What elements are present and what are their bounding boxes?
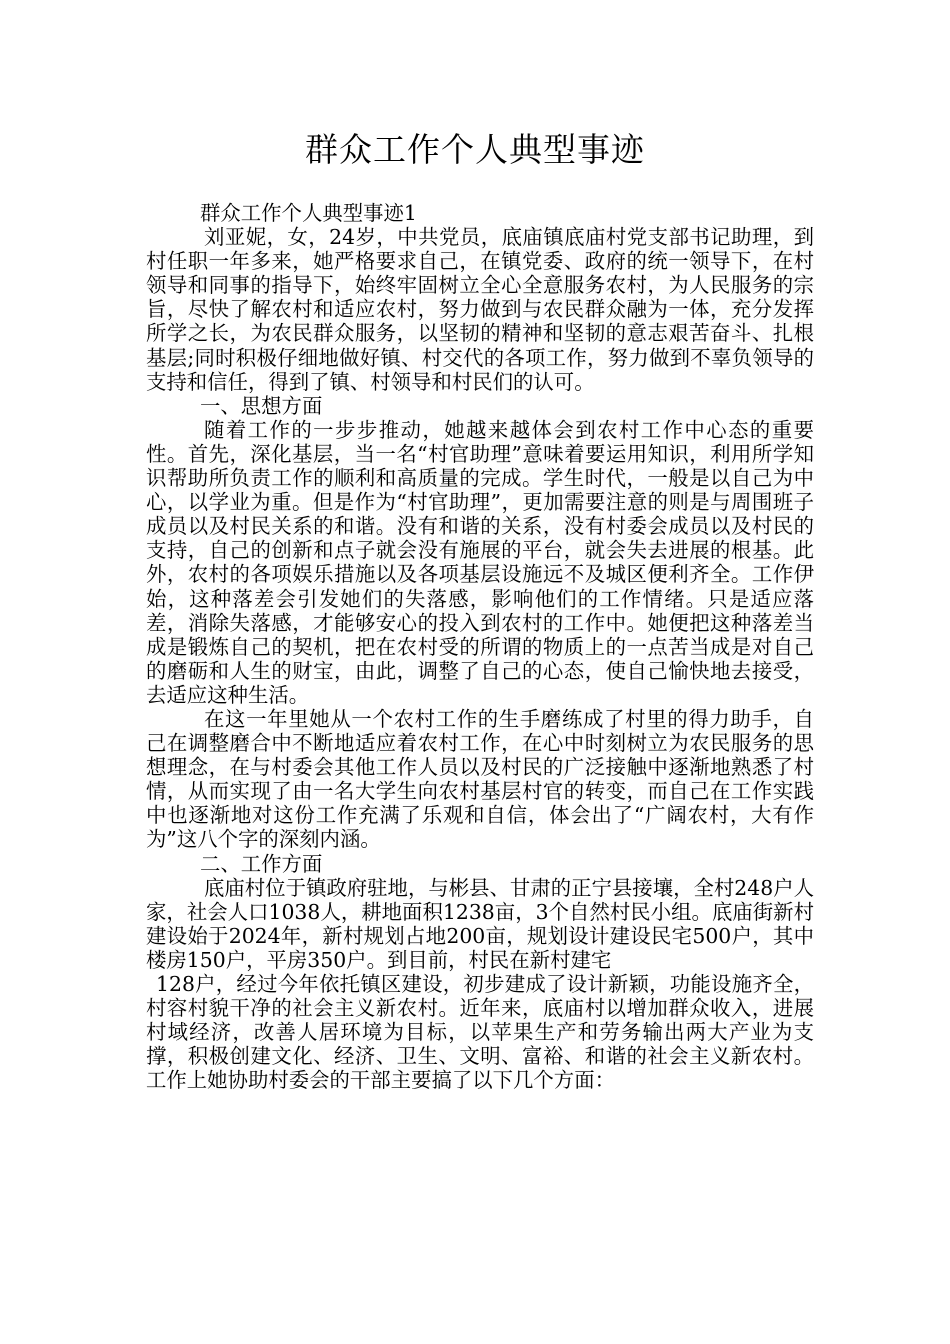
section-subtitle: 群众工作个人典型事迹1 — [200, 201, 417, 225]
paragraph-intro: 刘亚妮，女，24岁，中共党员，底庙镇底庙村党支部书记助理，到村任职一年多来，她严格要求自己，在镇党委、政府的统一领导下，在村领导和同事的指导下，始终牢固树立全心全意服务农村，为人民服务的宗旨，尽快了解农村和适应农村，努力做到与农民群众融为一体，充分发挥所学之长，为农民群众服务，以坚韧的精神和坚韧的意志艰苦奋斗、扎根基层;同时积极仔细地做好镇、村交代的各项工作，努力做到不辜负领导的支持和信任，得到了镇、村领导和村民们的认可。 — [146, 225, 814, 394]
document-body — [146, 201, 814, 1092]
paragraph-mindset: 随着工作的一步步推动，她越来越体会到农村工作中心态的重要性。首先，深化基层，当一名“村官助理”意味着要运用知识，利用所学知识帮助所负责工作的顺利和高质量的完成。学生时代，一般是以自己为中心，以学业为重。但是作为“村官助理”，更加需要注意的则是与周围班子成员以及村民关系的和谐。没有和谐的关系，没有村委会成员以及村民的支持，自己的创新和点子就会没有施展的平台，就会失去进展的根基。此外，农村的各项娱乐措施以及各项基层设施远不及城区便利齐全。工作伊始，这种落差会引发她们的失落感，影响他们的工作情绪。只是适应落差，消除失落感，才能够安心的投入到农村的工作中。她便把这种落差当成是锻炼自己的契机，把在农村受的所谓的物质上的一点苦当成是对自己的磨砺和人生的财宝，由此，调整了自己的心态，使自己愉快地去接受，去适应这种生活。 — [146, 417, 814, 707]
document-title: 群众工作个人典型事迹 — [305, 130, 645, 169]
paragraph-village-development: 128户，经过今年依托镇区建设，初步建成了设计新颖，功能设施齐全，村容村貌干净的社会主义新农村。近年来，底庙村以增加群众收入，进展村域经济，改善人居环境为目标，以苹果生产和劳务输出两大产业为支撑，积极创建文化、经济、卫生、文明、富裕、和谐的社会主义新农村。工作上她协助村委会的干部主要搞了以下几个方面： — [146, 972, 814, 1093]
heading-thought: 一、思想方面 — [200, 393, 323, 418]
paragraph-year-growth: 在这一年里她从一个农村工作的生手磨练成了村里的得力助手，自己在调整磨合中不断地适应着农村工作，在心中时刻树立为农民服务的思想理念，在与村委会其他工作人员以及村民的广泛接触中逐渐地熟悉了村情，从而实现了由一名大学生向农村基层村官的转变，而自己在工作实践中也逐渐地对这份工作充满了乐观和自信，体会出了“广阔农村，大有作为”这八个字的深刻内涵。 — [146, 706, 814, 852]
heading-work: 二、工作方面 — [200, 851, 323, 876]
paragraph-village-overview: 底庙村位于镇政府驻地，与彬县、甘肃的正宁县接壤，全村248户人家，社会人口1038人，耕地面积1238亩，3个自然村民小组。底庙街新村建设始于2024年，新村规划占地200亩，规划设计建设民宅500户，其中楼房150户，平房350户。到目前，村民在新村建宅 — [146, 875, 814, 972]
